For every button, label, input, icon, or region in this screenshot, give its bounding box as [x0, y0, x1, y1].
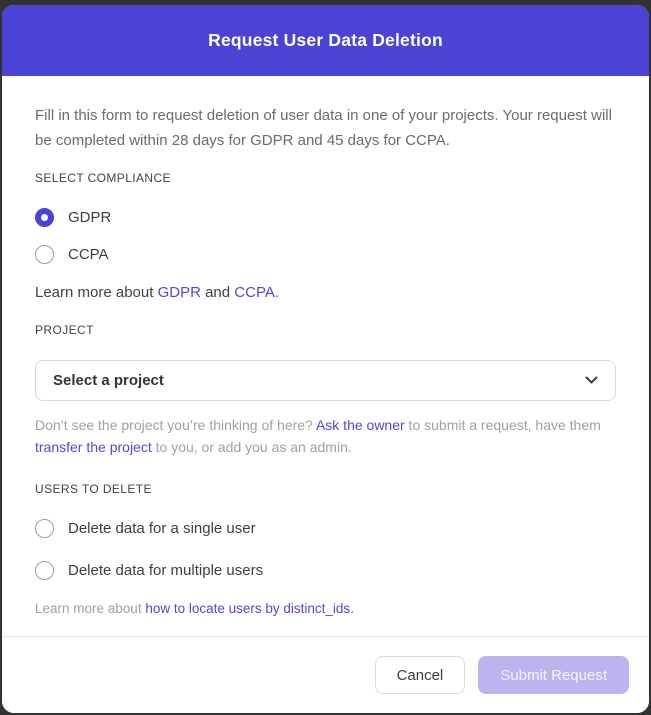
users-learn-more-suffix: . [350, 601, 354, 616]
radio-option-ccpa[interactable] [35, 245, 616, 264]
users-learn-more-prefix: Learn more about [35, 601, 146, 616]
project-select-value: Select a project [53, 372, 164, 389]
helper-part1: Don’t see the project you’re thinking of here? [35, 417, 316, 433]
helper-part3: to you, or add you as an admin. [151, 438, 352, 455]
radio-single-user-label: Delete data for a single user [68, 520, 256, 537]
gdpr-link[interactable]: GDPR [157, 284, 201, 301]
radio-gdpr-label: GDPR [68, 209, 112, 226]
project-select[interactable] [35, 360, 616, 401]
radio-multiple-users-label: Delete data for multiple users [68, 562, 264, 579]
modal-body [2, 76, 649, 636]
learn-more-middle: and [200, 284, 235, 301]
radio-option-gdpr[interactable] [35, 208, 616, 227]
cancel-button[interactable]: Cancel [375, 656, 466, 694]
ccpa-link[interactable]: CCPA [234, 284, 275, 301]
ask-the-owner-link[interactable]: Ask the owner [315, 417, 405, 433]
modal-title: Request User Data Deletion [208, 30, 443, 50]
learn-more-suffix: . [274, 284, 280, 301]
users-section-label: USERS TO DELETE [35, 482, 152, 496]
chevron-down-icon [585, 376, 598, 385]
submit-request-button[interactable]: Submit Request [478, 656, 629, 694]
users-learn-more [35, 601, 616, 616]
modal-footer [2, 636, 649, 713]
modal-header [2, 5, 649, 76]
intro-text: Fill in this form to request deletion of user data in one of your projects. Your request will be completed within 28 days for GDPR and 45 days for CCPA. [35, 107, 612, 149]
project-section-label: PROJECT [35, 323, 94, 337]
compliance-section-label: SELECT COMPLIANCE [35, 171, 171, 185]
helper-part2: to submit a request, have them [404, 417, 601, 433]
compliance-learn-more [35, 282, 616, 303]
radio-unselected-icon[interactable] [35, 519, 54, 538]
radio-option-single-user[interactable] [35, 519, 616, 538]
radio-unselected-icon[interactable] [35, 561, 54, 580]
radio-ccpa-label: CCPA [68, 246, 109, 263]
radio-unselected-icon[interactable] [35, 245, 54, 264]
radio-option-multiple-users[interactable] [35, 561, 616, 580]
radio-selected-icon[interactable] [35, 208, 54, 227]
request-user-data-deletion-modal [2, 5, 649, 713]
distinct-ids-link[interactable]: how to locate users by distinct_ids [145, 601, 351, 616]
learn-more-prefix: Learn more about [35, 284, 158, 301]
transfer-the-project-link[interactable]: transfer the project [35, 438, 152, 455]
project-helper-text [35, 415, 616, 458]
